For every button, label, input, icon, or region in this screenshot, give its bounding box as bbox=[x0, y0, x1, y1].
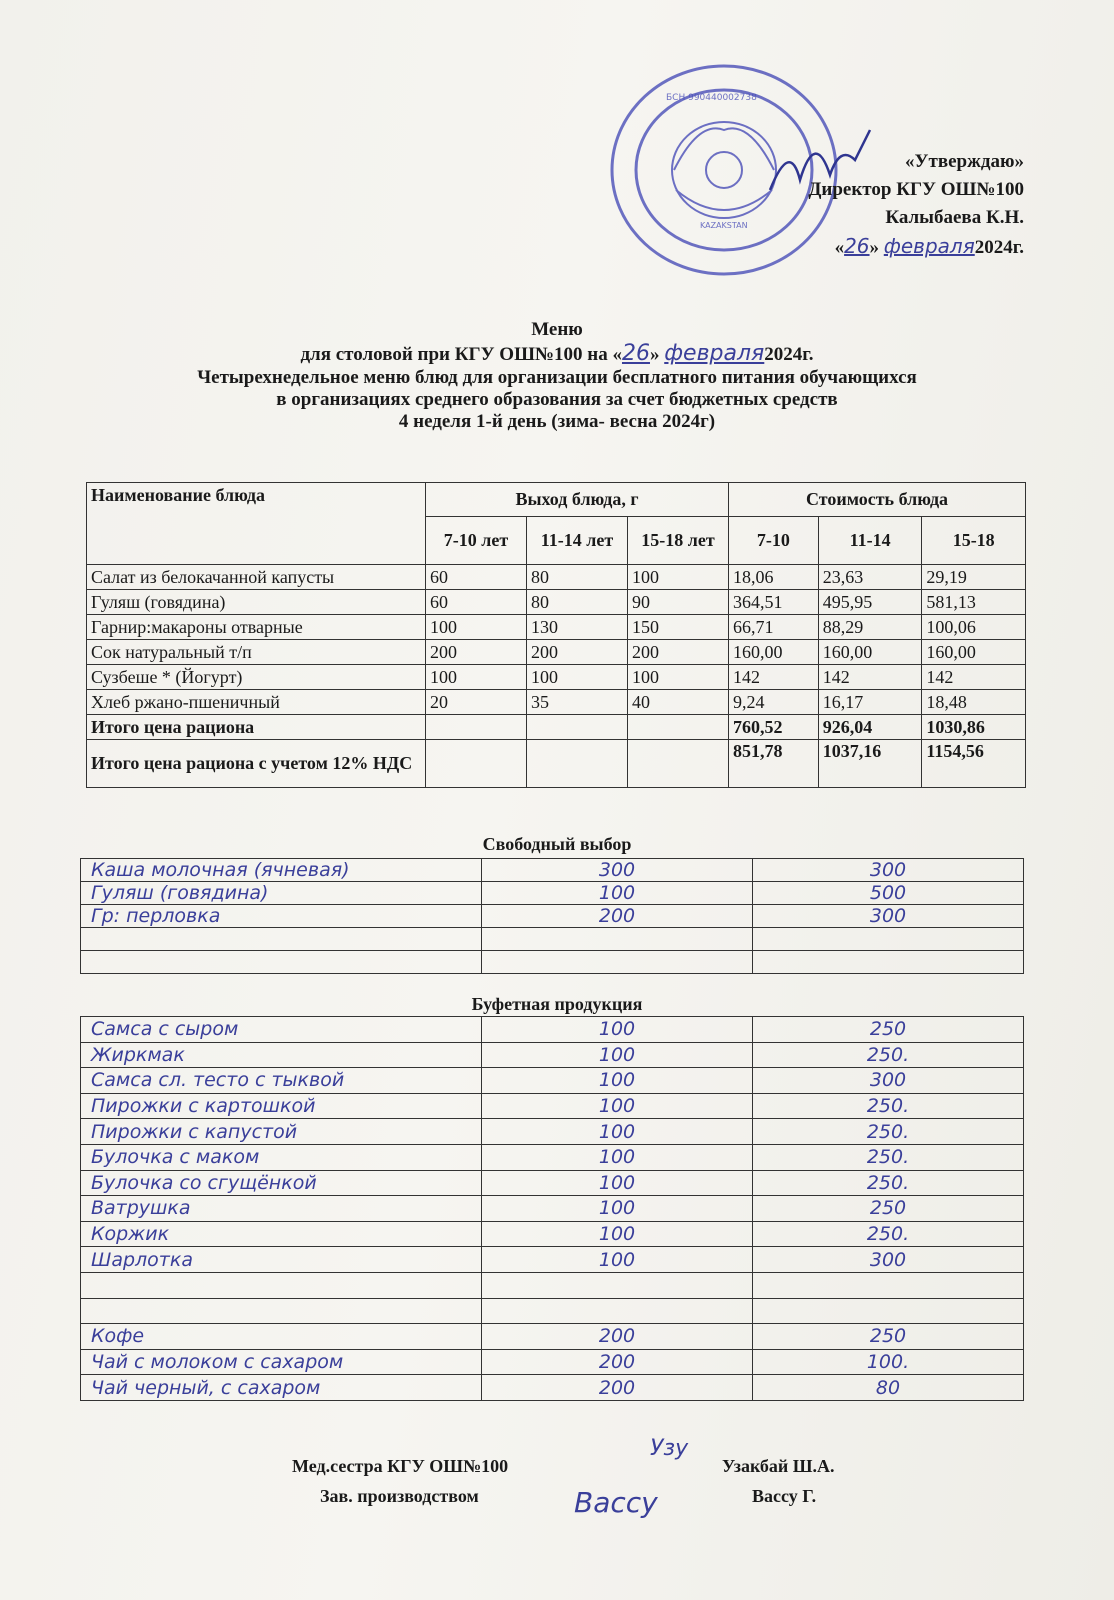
buffet-price: 250. bbox=[753, 1042, 1024, 1068]
buffet-price: 250. bbox=[753, 1093, 1024, 1119]
total-1: 760,52 bbox=[729, 715, 819, 740]
buffet-table bbox=[80, 1016, 1024, 1401]
cell-o2: 35 bbox=[527, 690, 628, 715]
dish-name: Хлеб ржано-пшеничный bbox=[87, 690, 426, 715]
buffet-name: Жиркмак bbox=[81, 1042, 482, 1068]
dish-name: Салат из белокачанной капусты bbox=[87, 565, 426, 590]
age-cost-3: 15-18 bbox=[922, 517, 1026, 565]
col-cost: Стоимость блюда bbox=[729, 483, 1026, 517]
buffet-row bbox=[81, 1196, 1024, 1222]
total-vat-2: 1037,16 bbox=[818, 740, 922, 788]
buffet-weight bbox=[482, 1272, 753, 1298]
buffet-name: Коржик bbox=[81, 1221, 482, 1247]
free_choice-weight: 100 bbox=[482, 882, 753, 905]
buffet-row bbox=[81, 1170, 1024, 1196]
free_choice-price bbox=[753, 928, 1024, 951]
free_choice-weight bbox=[482, 951, 753, 974]
buffet-name: Булочка с маком bbox=[81, 1144, 482, 1170]
dish-name: Сузбеше * (Йогурт) bbox=[87, 665, 426, 690]
buffet-weight: 100 bbox=[482, 1042, 753, 1068]
cell-o2: 200 bbox=[527, 640, 628, 665]
buffet-name: Кофе bbox=[81, 1324, 482, 1350]
cell-c3: 29,19 bbox=[922, 565, 1026, 590]
cell-o3: 100 bbox=[628, 665, 729, 690]
cell-c1: 9,24 bbox=[729, 690, 819, 715]
buffet-price: 250. bbox=[753, 1170, 1024, 1196]
menu-month: февраля bbox=[664, 341, 765, 366]
free_choice-price: 500 bbox=[753, 882, 1024, 905]
buffet-weight: 100 bbox=[482, 1068, 753, 1094]
approval-date: «26» февраля2024г. bbox=[834, 234, 1024, 258]
approval-line3: Калыбаева К.Н. bbox=[885, 207, 1024, 228]
menu-row bbox=[87, 665, 1026, 690]
chef-name: Вассу Г. bbox=[752, 1486, 817, 1506]
cell-c3: 160,00 bbox=[922, 640, 1026, 665]
free_choice-name: Гуляш (говядина) bbox=[81, 882, 482, 905]
total-2: 926,04 bbox=[818, 715, 922, 740]
free_choice-price: 300 bbox=[753, 859, 1024, 882]
approval-day: 26 bbox=[844, 234, 870, 258]
menu-title: Меню bbox=[531, 319, 583, 340]
buffet-name bbox=[81, 1272, 482, 1298]
free_choice-row bbox=[81, 905, 1024, 928]
buffet-price: 300 bbox=[753, 1068, 1024, 1094]
approval-block bbox=[808, 148, 1024, 262]
buffet-weight: 100 bbox=[482, 1247, 753, 1273]
buffet-weight: 200 bbox=[482, 1324, 753, 1350]
free-choice-table bbox=[80, 858, 1024, 974]
cell-c3: 581,13 bbox=[922, 590, 1026, 615]
buffet-row bbox=[81, 1349, 1024, 1375]
cell-c2: 88,29 bbox=[818, 615, 922, 640]
buffet-price: 100. bbox=[753, 1349, 1024, 1375]
total-vat-3: 1154,56 bbox=[922, 740, 1026, 788]
buffet-row bbox=[81, 1042, 1024, 1068]
menu-table bbox=[86, 482, 1026, 788]
menu-year: 2024г. bbox=[764, 344, 814, 365]
buffet-row bbox=[81, 1119, 1024, 1145]
buffet-name: Пирожки с картошкой bbox=[81, 1093, 482, 1119]
buffet-weight: 100 bbox=[482, 1093, 753, 1119]
cell-c2: 23,63 bbox=[818, 565, 922, 590]
buffet-row bbox=[81, 1247, 1024, 1273]
cell-c3: 18,48 bbox=[922, 690, 1026, 715]
buffet-weight bbox=[482, 1298, 753, 1324]
buffet-name: Самса сл. тесто с тыквой bbox=[81, 1068, 482, 1094]
total-label: Итого цена рациона bbox=[87, 715, 426, 740]
cell-o3: 90 bbox=[628, 590, 729, 615]
buffet-row bbox=[81, 1093, 1024, 1119]
buffet-name: Самса с сыром bbox=[81, 1017, 482, 1043]
buffet-price bbox=[753, 1272, 1024, 1298]
buffet-price bbox=[753, 1298, 1024, 1324]
menu-day: 26 bbox=[621, 341, 650, 366]
nurse-name: Узакбай Ш.А. bbox=[722, 1456, 835, 1476]
free_choice-weight bbox=[482, 928, 753, 951]
free_choice-name: Гр: перловка bbox=[81, 905, 482, 928]
buffet-name: Чай черный, с сахаром bbox=[81, 1375, 482, 1401]
buffet-name: Пирожки с капустой bbox=[81, 1119, 482, 1145]
cell-o1: 100 bbox=[426, 665, 527, 690]
approval-line1: «Утверждаю» bbox=[905, 151, 1024, 172]
menu-date-prefix: для столовой при КГУ ОШ№100 на « bbox=[300, 344, 622, 365]
buffet-price: 80 bbox=[753, 1375, 1024, 1401]
buffet-weight: 100 bbox=[482, 1196, 753, 1222]
buffet-name: Ватрушка bbox=[81, 1196, 482, 1222]
buffet-weight: 100 bbox=[482, 1017, 753, 1043]
cell-o3: 200 bbox=[628, 640, 729, 665]
buffet-name: Чай с молоком с сахаром bbox=[81, 1349, 482, 1375]
free_choice-price bbox=[753, 951, 1024, 974]
buffet-weight: 200 bbox=[482, 1375, 753, 1401]
approval-month: февраля bbox=[883, 234, 975, 258]
cell-o3: 40 bbox=[628, 690, 729, 715]
cell-c3: 142 bbox=[922, 665, 1026, 690]
buffet-price: 250. bbox=[753, 1119, 1024, 1145]
cell-o1: 100 bbox=[426, 615, 527, 640]
age-output-1: 7-10 лет bbox=[426, 517, 527, 565]
seal-bottom-text: KAZAKSTAN bbox=[700, 221, 748, 230]
total-vat-label: Итого цена рациона с учетом 12% НДС bbox=[87, 740, 426, 788]
buffet-weight: 100 bbox=[482, 1119, 753, 1145]
buffet-weight: 100 bbox=[482, 1170, 753, 1196]
buffet-row bbox=[81, 1272, 1024, 1298]
cell-c2: 160,00 bbox=[818, 640, 922, 665]
buffet-title: Буфетная продукция bbox=[471, 994, 643, 1014]
age-cost-1: 7-10 bbox=[729, 517, 819, 565]
cell-c1: 142 bbox=[729, 665, 819, 690]
menu-subtitle-1: Четырехнедельное меню блюд для организации бесплатного питания обучающихся bbox=[197, 367, 917, 388]
menu-row bbox=[87, 690, 1026, 715]
total-vat-1: 851,78 bbox=[729, 740, 819, 788]
buffet-row bbox=[81, 1298, 1024, 1324]
cell-o3: 100 bbox=[628, 565, 729, 590]
age-output-3: 15-18 лет bbox=[628, 517, 729, 565]
menu-row bbox=[87, 640, 1026, 665]
free_choice-row bbox=[81, 928, 1024, 951]
cell-o1: 20 bbox=[426, 690, 527, 715]
dish-name: Гуляш (говядина) bbox=[87, 590, 426, 615]
free_choice-name bbox=[81, 951, 482, 974]
chef-label: Зав. производством bbox=[320, 1486, 479, 1506]
buffet-name bbox=[81, 1298, 482, 1324]
cell-o3: 150 bbox=[628, 615, 729, 640]
buffet-row bbox=[81, 1375, 1024, 1401]
buffet-row bbox=[81, 1068, 1024, 1094]
col-dish-name: Наименование блюда bbox=[87, 483, 426, 565]
free_choice-row bbox=[81, 951, 1024, 974]
approval-line2: Директор КГУ ОШ№100 bbox=[808, 179, 1024, 200]
nurse-label: Мед.сестра КГУ ОШ№100 bbox=[292, 1456, 509, 1476]
seal-inner-text: БСН 990440002738 bbox=[666, 93, 757, 103]
age-cost-2: 11-14 bbox=[818, 517, 922, 565]
cell-c1: 364,51 bbox=[729, 590, 819, 615]
menu-subtitle-2: в организациях среднего образования за счет бюджетных средств bbox=[276, 389, 838, 410]
buffet-weight: 100 bbox=[482, 1144, 753, 1170]
free_choice-price: 300 bbox=[753, 905, 1024, 928]
free_choice-name bbox=[81, 928, 482, 951]
cell-c1: 66,71 bbox=[729, 615, 819, 640]
buffet-row bbox=[81, 1144, 1024, 1170]
buffet-price: 250 bbox=[753, 1324, 1024, 1350]
cell-c2: 495,95 bbox=[818, 590, 922, 615]
buffet-price: 250 bbox=[753, 1196, 1024, 1222]
col-output: Выход блюда, г bbox=[426, 483, 729, 517]
free_choice-weight: 300 bbox=[482, 859, 753, 882]
cell-c2: 16,17 bbox=[818, 690, 922, 715]
dish-name: Гарнир:макароны отварные bbox=[87, 615, 426, 640]
cell-c1: 18,06 bbox=[729, 565, 819, 590]
cell-o2: 80 bbox=[527, 565, 628, 590]
cell-c3: 100,06 bbox=[922, 615, 1026, 640]
cell-o1: 200 bbox=[426, 640, 527, 665]
menu-row bbox=[87, 615, 1026, 640]
menu-row bbox=[87, 590, 1026, 615]
age-output-2: 11-14 лет bbox=[527, 517, 628, 565]
buffet-name: Шарлотка bbox=[81, 1247, 482, 1273]
buffet-price: 250. bbox=[753, 1221, 1024, 1247]
buffet-price: 300 bbox=[753, 1247, 1024, 1273]
cell-o1: 60 bbox=[426, 565, 527, 590]
buffet-row bbox=[81, 1221, 1024, 1247]
buffet-weight: 100 bbox=[482, 1221, 753, 1247]
cell-c1: 160,00 bbox=[729, 640, 819, 665]
menu-subtitle-3: 4 неделя 1-й день (зима- весна 2024г) bbox=[398, 411, 716, 432]
chef-signature: Вассу bbox=[574, 1486, 658, 1519]
buffet-price: 250. bbox=[753, 1144, 1024, 1170]
buffet-name: Булочка со сгущёнкой bbox=[81, 1170, 482, 1196]
free_choice-row bbox=[81, 859, 1024, 882]
approval-year: 2024г. bbox=[974, 237, 1024, 258]
cell-o2: 100 bbox=[527, 665, 628, 690]
menu-date-line: для столовой при КГУ ОШ№100 на «26» февраля2024г. bbox=[300, 341, 814, 366]
cell-c2: 142 bbox=[818, 665, 922, 690]
free_choice-row bbox=[81, 882, 1024, 905]
buffet-row bbox=[81, 1324, 1024, 1350]
nurse-signature: Узу bbox=[650, 1436, 689, 1461]
free-choice-title: Свободный выбор bbox=[482, 834, 632, 854]
dish-name: Сок натуральный т/п bbox=[87, 640, 426, 665]
menu-row bbox=[87, 565, 1026, 590]
buffet-row bbox=[81, 1017, 1024, 1043]
buffet-weight: 200 bbox=[482, 1349, 753, 1375]
cell-o2: 130 bbox=[527, 615, 628, 640]
cell-o1: 60 bbox=[426, 590, 527, 615]
cell-o2: 80 bbox=[527, 590, 628, 615]
free_choice-name: Каша молочная (ячневая) bbox=[81, 859, 482, 882]
free_choice-weight: 200 bbox=[482, 905, 753, 928]
total-3: 1030,86 bbox=[922, 715, 1026, 740]
buffet-price: 250 bbox=[753, 1017, 1024, 1043]
